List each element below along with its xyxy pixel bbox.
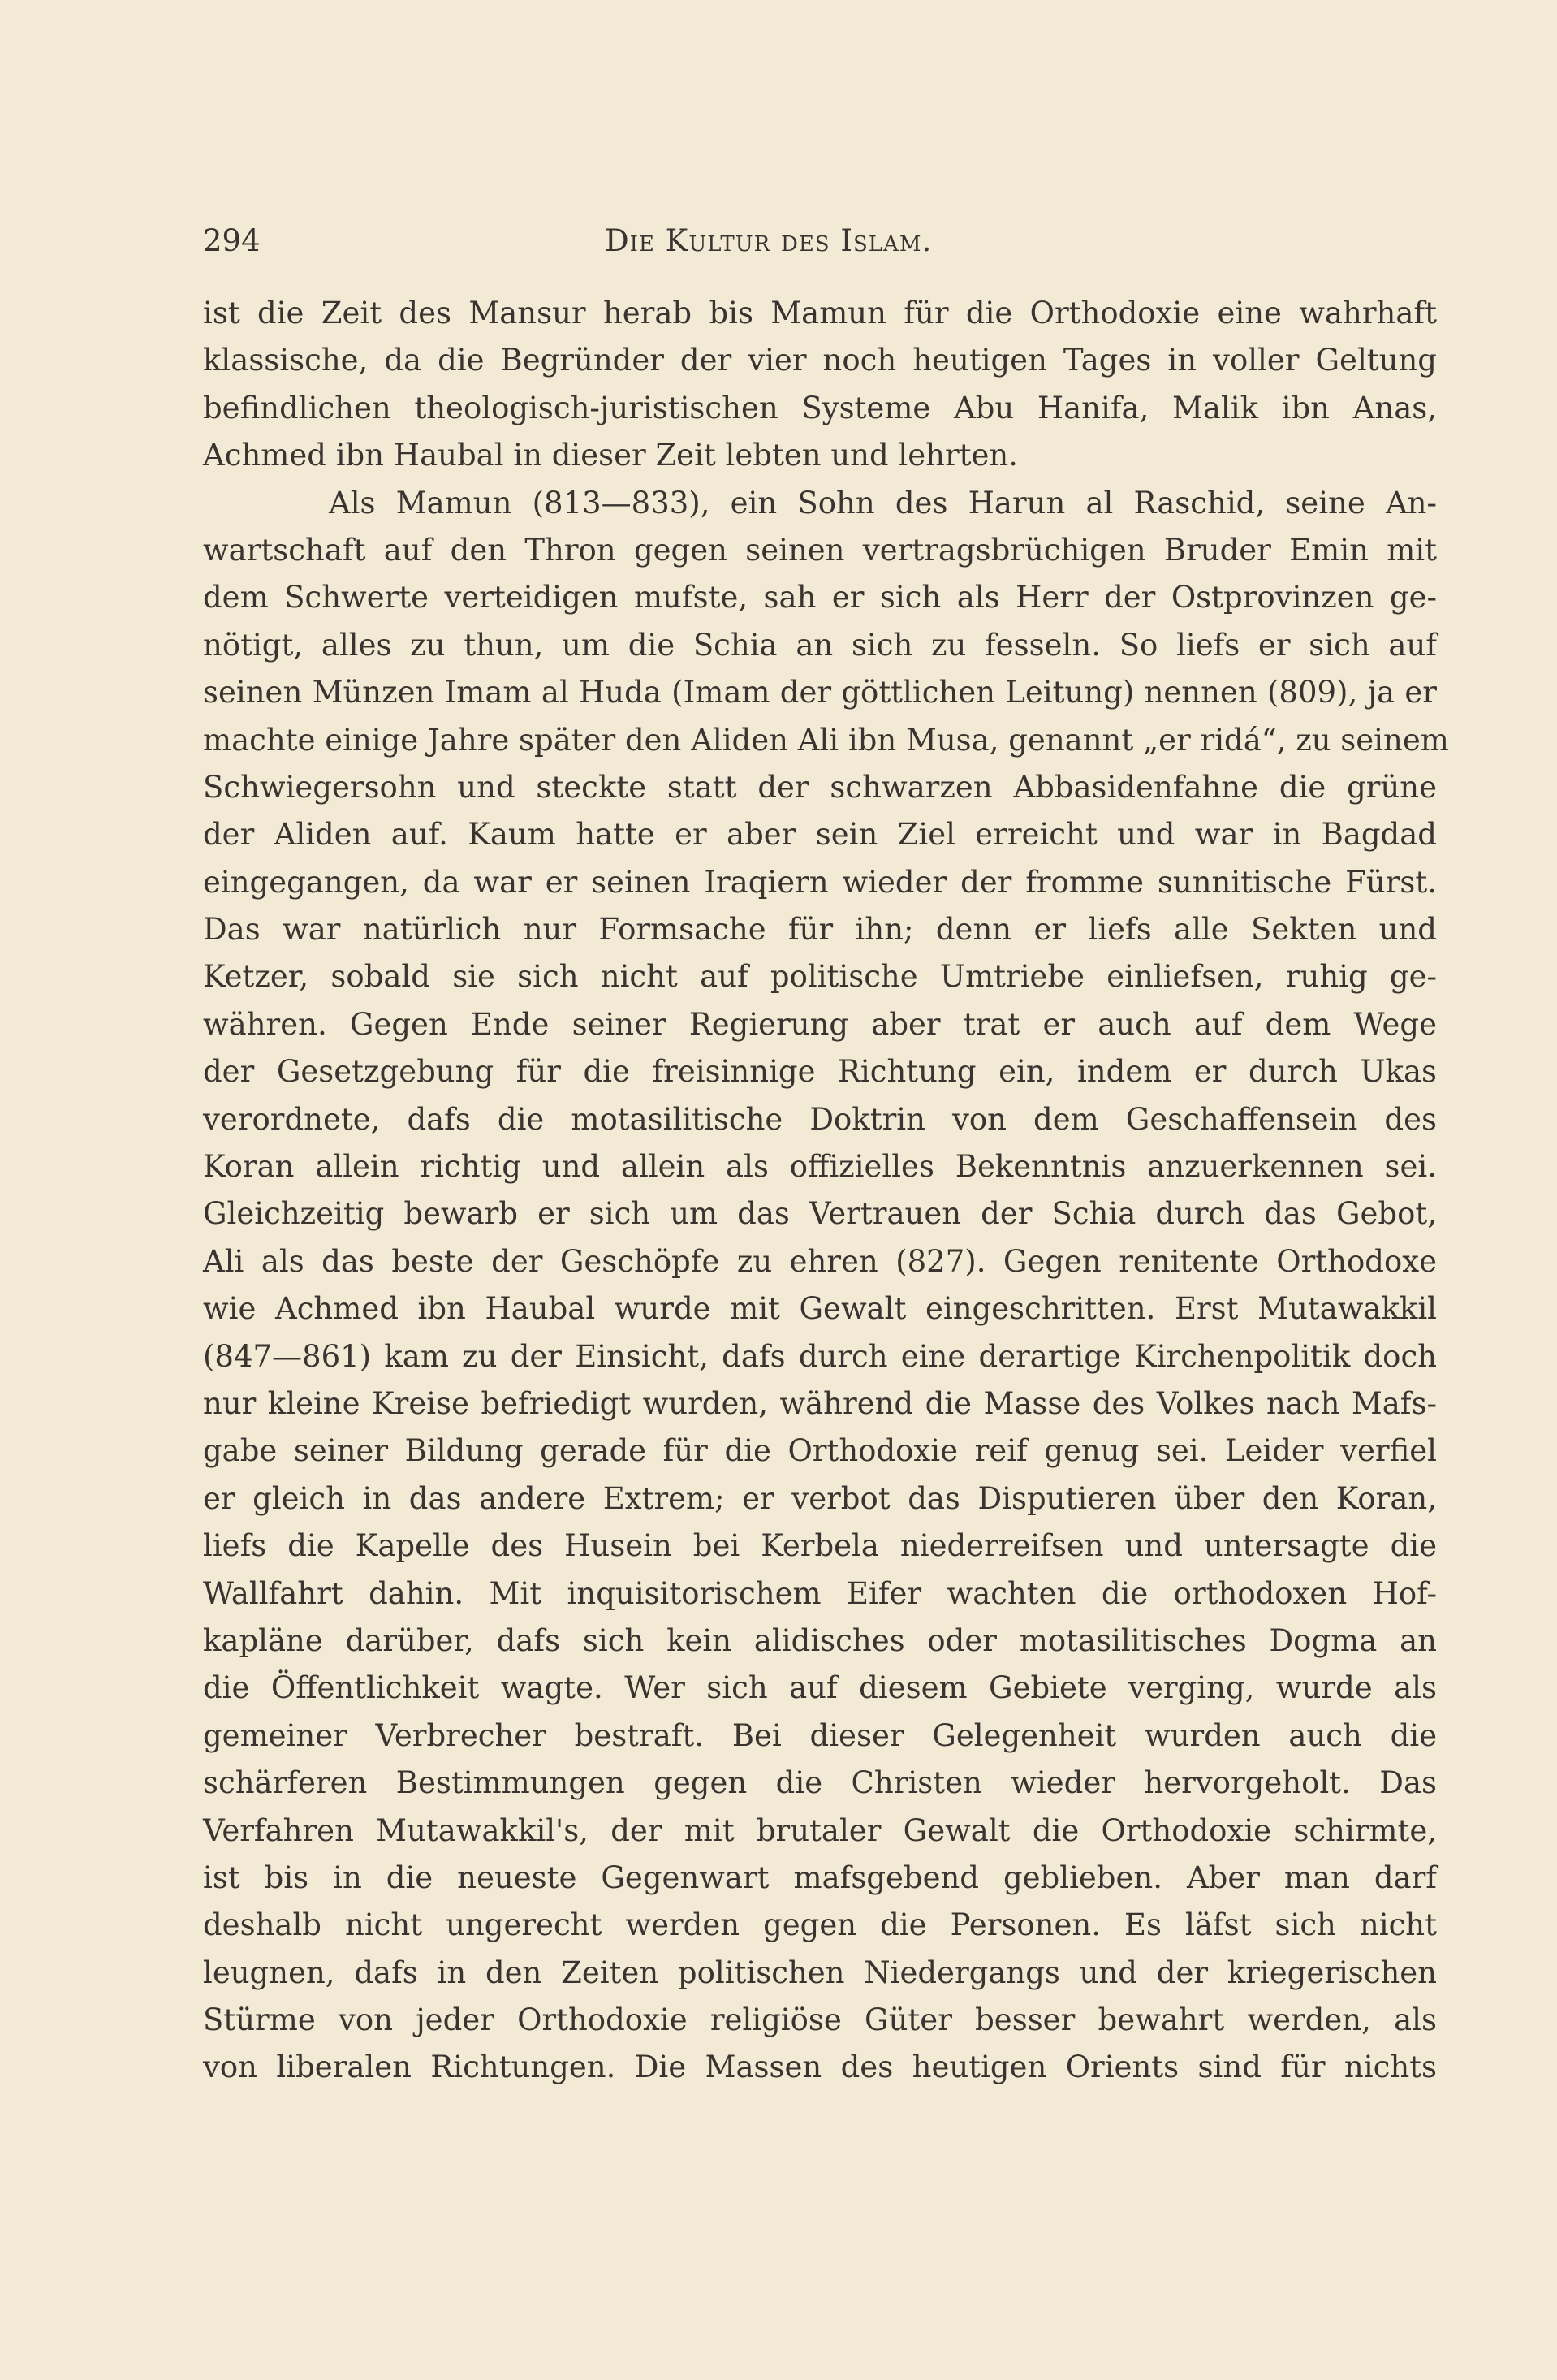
body-text (203, 290, 1449, 2092)
text-line: dem Schwerte verteidigen mufste, sah er sich als Herr der Ostprovinzen ge- (203, 580, 1437, 616)
text-line: seinen Münzen Imam al Huda (Imam der göttlichen Leitung) nennen (809), ja er (203, 675, 1437, 711)
text-line: Als Mamun (813—833), ein Sohn des Harun al Raschid, seine An- (329, 485, 1437, 520)
text-line: (847—861) kam zu der Einsicht, dafs durch eine derartige Kirchenpolitik doch (203, 1338, 1437, 1374)
text-line: gabe seiner Bildung gerade für die Orthodoxie reif genug sei. Leider verfiel (203, 1433, 1437, 1469)
text-line: liefs die Kapelle des Husein bei Kerbela niederreifsen und untersagte die (203, 1528, 1437, 1564)
text-line: nur kleine Kreise befriedigt wurden, während die Masse des Volkes nach Mafs- (203, 1385, 1437, 1421)
text-line: Verfahren Mutawakkil's, der mit brutaler Gewalt die Orthodoxie schirmte, (203, 1812, 1437, 1848)
text-line: die Öffentlichkeit wagte. Wer sich auf diesem Gebiete verging, wurde als (203, 1670, 1437, 1706)
text-line: kapläne darüber, dafs sich kein alidisches oder motasilitisches Dogma an (203, 1622, 1437, 1658)
text-line: ist die Zeit des Mansur herab bis Mamun für die Orthodoxie eine wahrhaft (203, 296, 1437, 330)
text-line: schärferen Bestimmungen gegen die Christen wieder hervorgeholt. Das (203, 1765, 1437, 1801)
text-line: klassische, da die Begründer der vier noch heutigen Tages in voller Geltung (203, 343, 1437, 378)
text-line: Achmed ibn Haubal in dieser Zeit lebten und lehrten. (203, 438, 1019, 473)
text-line: Ali als das beste der Geschöpfe zu ehren (827). Gegen renitente Orthodoxe (203, 1243, 1437, 1279)
text-line: Schwiegersohn und steckte statt der schwarzen Abbasidenfahne die grüne (203, 769, 1437, 805)
running-title: Die Kultur des Islam. (605, 223, 933, 258)
text-line: Ketzer, sobald sie sich nicht auf politische Umtriebe einliefsen, ruhig ge- (203, 959, 1437, 995)
text-line: der Gesetzgebung für die freisinnige Richtung ein, indem er durch Ukas (203, 1054, 1437, 1090)
text-line: Gleichzeitig bewarb er sich um das Vertrauen der Schia durch das Gebot, (203, 1196, 1437, 1232)
text-line: leugnen, dafs in den Zeiten politischen Niedergangs und der kriegerischen (203, 1955, 1437, 1990)
text-line: Stürme von jeder Orthodoxie religiöse Güter besser bewahrt werden, als (203, 2002, 1437, 2038)
text-line: von liberalen Richtungen. Die Massen des heutigen Orients sind für nichts (203, 2050, 1437, 2085)
text-line: Das war natürlich nur Formsache für ihn; denn er liefs alle Sekten und (203, 912, 1437, 948)
text-line: der Aliden auf. Kaum hatte er aber sein Ziel erreicht und war in Bagdad (203, 817, 1437, 853)
text-line: er gleich in das andere Extrem; er verbot das Disputieren über den Koran, (203, 1480, 1437, 1516)
text-line: währen. Gegen Ende seiner Regierung aber trat er auch auf dem Wege (203, 1006, 1437, 1042)
text-line: wartschaft auf den Thron gegen seinen vertragsbrüchigen Bruder Emin mit (203, 532, 1437, 568)
text-line: wie Achmed ibn Haubal wurde mit Gewalt eingeschritten. Erst Mutawakkil (203, 1291, 1437, 1327)
text-line: befindlichen theologisch-juristischen Systeme Abu Hanifa, Malik ibn Anas, (203, 390, 1437, 425)
page-header (203, 221, 1437, 261)
text-line: eingegangen, da war er seinen Iraqiern wieder der fromme sunnitische Fürst. (203, 864, 1437, 900)
text-line: ist bis in die neueste Gegenwart mafsgebend geblieben. Aber man darf (203, 1860, 1437, 1895)
text-line: Wallfahrt dahin. Mit inquisitorischem Eifer wachten die orthodoxen Hof- (203, 1575, 1437, 1611)
page-number: 294 (203, 223, 261, 258)
text-line: nötigt, alles zu thun, um die Schia an sich zu fesseln. So liefs er sich auf (203, 627, 1437, 663)
text-line: machte einige Jahre später den Aliden Ali ibn Musa, genannt „er ridá“, zu seinem (203, 722, 1449, 758)
text-line: gemeiner Verbrecher bestraft. Bei dieser Gelegenheit wurden auch die (203, 1717, 1437, 1753)
text-line: deshalb nicht ungerecht werden gegen die Personen. Es läfst sich nicht (203, 1907, 1437, 1943)
text-line: Koran allein richtig und allein als offizielles Bekenntnis anzuerkennen sei. (203, 1149, 1437, 1185)
text-line: verordnete, dafs die motasilitische Doktrin von dem Geschaffensein des (203, 1101, 1437, 1137)
